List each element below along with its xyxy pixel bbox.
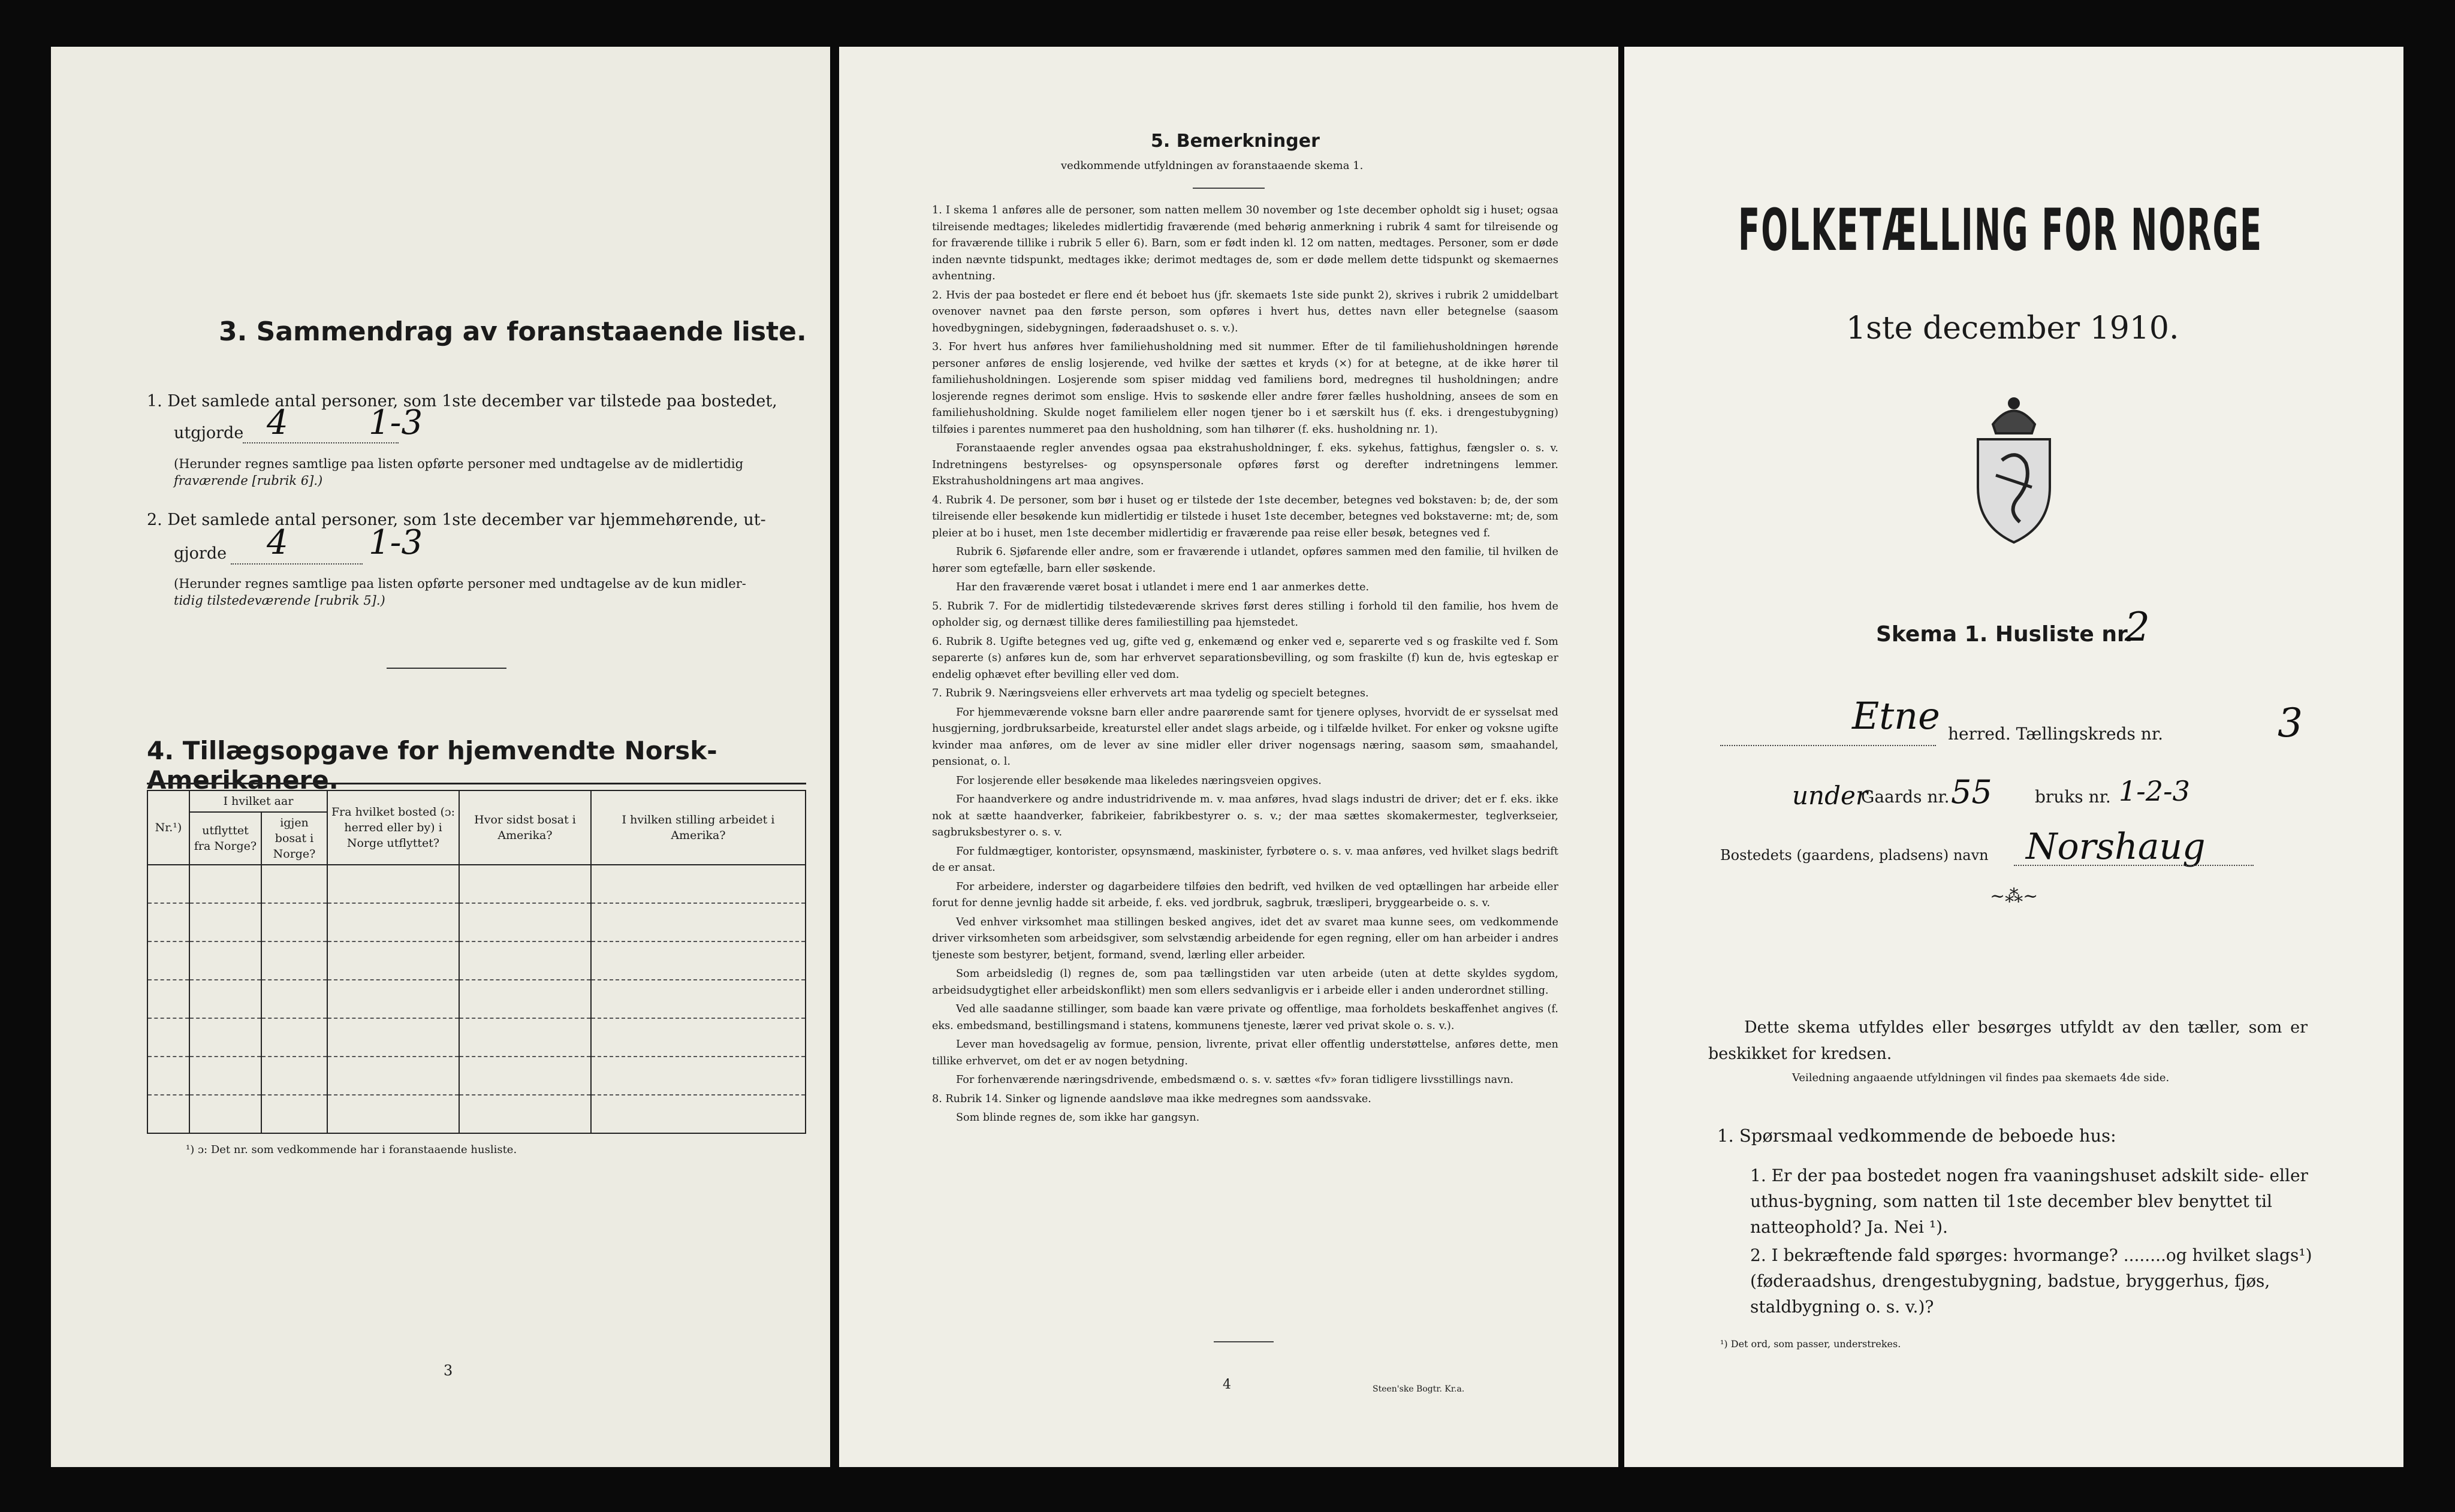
table-cell xyxy=(459,941,591,980)
s3-hand-count-1: 4 xyxy=(267,403,288,442)
bruks-number: 1-2-3 xyxy=(2119,775,2190,807)
table-cell xyxy=(591,941,806,980)
s3-gjorde-label: gjorde xyxy=(174,544,227,563)
remark-item: For forhenværende næringsdrivende, embedsmænd o. s. v. sættes «fv» foran tidligere livsstillings navn. xyxy=(956,1074,1514,1086)
col-stilling: I hvilken stilling arbeidet i Amerika? xyxy=(591,790,806,865)
table-cell xyxy=(261,1095,327,1133)
table-cell xyxy=(591,980,806,1018)
herred-name: Etne xyxy=(1852,694,1940,738)
table-cell xyxy=(459,1095,591,1133)
table-cell xyxy=(459,980,591,1018)
bosted-label: Bostedets (gaardens, pladsens) navn xyxy=(1720,847,1989,864)
s3-note1a: (Herunder regnes samtlige paa listen opførte personer med undtagelse av de midlertidig xyxy=(174,457,744,471)
gaard-prefix: under xyxy=(1792,781,1868,810)
remark-item: Ved enhver virksomhet maa stillingen besked angives, idet det av svaret maa kunne sees, om vedkommende driver virksomheten som arbeidsgiver, som selvstændig arbeidende for egen regning, eller om han arbeider i andres tjeneste som bestyrer, betjent, formand, svend, lærling eller arbeider. xyxy=(932,916,1558,961)
page-right xyxy=(1624,47,2403,1467)
remark-item: For fuldmægtiger, kontorister, opsynsmænd, maskinister, fyrbøtere o. s. v. maa anføres, ved hvilket slags bedrift de er ansat. xyxy=(932,845,1558,874)
s3-utgjorde-label: utgjorde xyxy=(174,424,244,442)
table-cell xyxy=(189,865,261,903)
table-cell xyxy=(327,865,459,903)
table-cell xyxy=(147,1095,189,1133)
remark-item: Rubrik 6. Sjøfarende eller andre, som er fraværende i utlandet, opføres sammen med den familie, til hvilken de hører som egtefælle, barn eller søskende. xyxy=(932,546,1558,575)
questions-heading: 1. Spørsmaal vedkommende de beboede hus: xyxy=(1717,1125,2116,1146)
kreds-number: 3 xyxy=(2278,700,2303,746)
table-cell xyxy=(189,980,261,1018)
dotted-line xyxy=(231,563,363,565)
census-date: 1ste december 1910. xyxy=(1846,310,2179,346)
s3-note1b: fraværende [rubrik 6].) xyxy=(174,473,323,488)
question-1: 1. Er der paa bostedet nogen fra vaaningshuset adskilt side- eller uthus-bygning, som natten til 1ste december blev benyttet til natteophold? Ja. Nei ¹). xyxy=(1750,1166,2308,1237)
remark-item: For hjemmeværende voksne barn eller andre paarørende samt for tjenere oplyses, hvorvidt de er sysselsat med husgjerning, jordbruksarbeide, kreaturstel eller andet slags arbeide, og i tilfælde hvilket. For enker og voksne ugifte kvinder maa anføres, om de lever av sine midler eller driver nogensags næring, saasom søm, smaahandel, pensionat, o. l. xyxy=(932,706,1558,768)
page-middle xyxy=(839,47,1618,1467)
gaard-number: 55 xyxy=(1951,773,1992,811)
table-cell xyxy=(327,1018,459,1057)
table-cell xyxy=(189,903,261,941)
table-cell xyxy=(147,941,189,980)
bemerkninger-title: 5. Bemerkninger xyxy=(1151,131,1320,152)
col-hvor-sidst: Hvor sidst bosat i Amerika? xyxy=(459,790,591,865)
section-3-title: 3. Sammendrag av foranstaaende liste. xyxy=(219,316,807,347)
remark-item: For arbeidere, inderster og dagarbeidere tilføies den bedrift, ved hvilken de ved optællingen har arbeide eller forut for denne jevnlig hadde sit arbeide, f. eks. ved jordbruk, sagbruk, træsliperi, bryggearbeide o. s. v. xyxy=(932,880,1558,909)
herred-label: herred. Tællingskreds nr. xyxy=(1948,724,2164,744)
bemerkninger-subtitle: vedkommende utfyldningen av foranstaaende skema 1. xyxy=(1061,159,1364,172)
remark-item: 6. Rubrik 8. Ugifte betegnes ved ug, gifte ved g, enkemænd og enker ved e, separerte ved s og fraskilte ved f. Som separerte (s) anføres kun de, som har erhvervet separationsbevilling, og som fraskilte (f) kun de, hvis egteskap er endelig ophævet efter bevilling eller ved dom. xyxy=(932,635,1558,681)
remark-item: Lever man hovedsagelig av formue, pension, livrente, privat eller offentlig understøttelse, anføres dette, men tillike erhvervet, om det er av nogen betydning. xyxy=(932,1039,1558,1067)
table-cell xyxy=(459,903,591,941)
s3-hand-count-2: 4 xyxy=(267,523,288,562)
table-cell xyxy=(261,865,327,903)
ornament-icon: ~⁂~ xyxy=(1990,886,2038,907)
table-cell xyxy=(147,980,189,1018)
table-cell xyxy=(189,1018,261,1057)
rule xyxy=(147,783,806,784)
remark-item: 3. For hvert hus anføres hver familiehusholdning med sit nummer. Efter de til familiehusholdningen hørende personer anføres de enslig losjerende, ved hvilke der sættes et kryds (×) for at betegne, at de ikke hører til familiehusholdningen. Losjerende som spiser middag ved familiens bord, medregnes til husholdningen; andre losjerende regnes derimot som enslige. Hvis to søskende eller andre fører fælles husholdning, ansees de som en familiehusholdning. Skulde noget familielem eller nogen tjener bo i et særskilt hus (f. eks. i drengestubygning) tilføies i parentes nummeret paa den husholdning, som han tilhører (f. eks. husholdning nr. 1). xyxy=(932,341,1558,436)
remark-item: For haandverkere og andre industridrivende m. v. maa anføres, hvad slags industri de driver; det er f. eks. ikke nok at sætte haandverker, fabrikeier, fabrikbestyrer o. s. v.; der maa sættes skomakermester, teglverkseier, sagbruksbestyrer o. s. v. xyxy=(932,793,1558,838)
dotted-line xyxy=(1720,745,1936,746)
dotted-line xyxy=(243,442,399,443)
remark-item: Som blinde regnes de, som ikke har gangsyn. xyxy=(956,1112,1200,1124)
col-fra-hvilket: Fra hvilket bosted (ɔ: herred eller by) i Norge utflyttet? xyxy=(327,790,459,865)
bruks-label: bruks nr. xyxy=(2035,787,2111,807)
coat-of-arms-icon xyxy=(1960,385,2068,547)
divider xyxy=(1193,188,1265,189)
table-cell xyxy=(261,941,327,980)
remark-item: 8. Rubrik 14. Sinker og lignende aandsløve maa ikke medregnes som aandssvake. xyxy=(932,1092,1371,1105)
table-cell xyxy=(147,1018,189,1057)
table-cell xyxy=(591,1057,806,1095)
table-cell xyxy=(591,903,806,941)
s3-note2b: tidig tilstedeværende [rubrik 5].) xyxy=(174,593,385,608)
divider xyxy=(1214,1341,1274,1342)
table-cell xyxy=(261,1018,327,1057)
s3-hand-range-1: 1-3 xyxy=(369,403,423,442)
question-2: 2. I bekræftende fald spørges: hvormange? ........og hvilket slags¹) (føderaadshus, drengestubygning, badstue, bryggerhus, fjøs, staldbygning o. s. v.)? xyxy=(1750,1245,2312,1317)
remark-item: Foranstaaende regler anvendes ogsaa paa ekstrahusholdninger, f. eks. sykehus, fattighus, fængsler o. s. v. Indretningens bestyrelses- og opsynspersonale opføres først og derefter indretningens lemmer. Ekstrahusholdningens art maa angives. xyxy=(932,442,1558,487)
remark-item: 5. Rubrik 7. For de midlertidig tilstedeværende skrives først deres stilling i forhold til den familie, hos hvem de opholder sig, og dernæst tillike deres familiestilling paa hjemstedet. xyxy=(932,600,1558,629)
dotted-line xyxy=(2014,865,2254,866)
remark-item: 2. Hvis der paa bostedet er flere end ét beboet hus (jfr. skemaets 1ste side punkt 2), skrives i rubrik 2 umiddelbart ovenover navnet paa den første person, som opføres i hvert hus, dettes navn eller betegnelse (saasom hovedbygningen, sidebygningen, føderaadshuset o. s. v.). xyxy=(932,289,1558,334)
remark-item: 7. Rubrik 9. Næringsveiens eller erhvervets art maa tydelig og specielt betegnes. xyxy=(932,687,1369,699)
table-cell xyxy=(261,980,327,1018)
col-utflyttet: utflyttet fra Norge? xyxy=(189,812,261,865)
table-cell xyxy=(591,1018,806,1057)
table-cell xyxy=(327,1095,459,1133)
bemerkninger-list xyxy=(932,203,1558,1129)
col-igjen: igjen bosat i Norge? xyxy=(261,812,327,865)
printer-mark: Steen'ske Bogtr. Kr.a. xyxy=(1373,1384,1465,1394)
table-cell xyxy=(189,1095,261,1133)
table-cell xyxy=(147,903,189,941)
norsk-amerikanere-table xyxy=(147,790,806,1134)
table-cell xyxy=(591,865,806,903)
husliste-number: 2 xyxy=(2125,604,2150,650)
table-cell xyxy=(147,1057,189,1095)
remark-item: Ved alle saadanne stillinger, som baade kan være private og offentlige, maa forholdets beskaffenhet angives (f. eks. embedsmand, bestillingsmand i statens, kommunens tjeneste, lærer ved privat skole o. s. v.). xyxy=(932,1003,1558,1032)
remark-item: For losjerende eller besøkende maa likeledes næringsveien opgives. xyxy=(956,774,1322,787)
remark-item: 1. I skema 1 anføres alle de personer, som natten mellem 30 november og 1ste december opholdt sig i huset; ogsaa tilreisende medtages; likeledes midlertidig fraværende (med behørig anmerkning i rubrik 4 samt for tilreisende og for fraværende tillike i rubrik 5 eller 6). Barn, som er født inden kl. 12 om natten, medtages. Personer, som er døde inden nævnte tidspunkt, medtages ikke; derimot medtages de, som er døde mellem dette tidspunkt og skemaernes avhentning. xyxy=(932,204,1558,282)
s3-line2: 2. Det samlede antal personer, som 1ste december var hjemmehørende, ut- xyxy=(147,511,766,529)
remark-item: 4. Rubrik 4. De personer, som bør i huset og er tilstede der 1ste december, betegnes ved bokstaven: b; de, der som tilreisende eller besøkende kun midlertidig er tilstede i huset 1ste december, betegnes ved bokstaverne: mt; de, som pleier at bo i huset, men 1ste december midlertidig er fraværende paa reise eller besøk, betegnes ved f. xyxy=(932,494,1558,539)
table-cell xyxy=(459,1018,591,1057)
s3-line1: 1. Det samlede antal personer, som 1ste december var tilstede paa bostedet, xyxy=(147,392,777,411)
skema-label: Skema 1. Husliste nr. xyxy=(1876,622,2133,647)
table-cell xyxy=(327,980,459,1018)
page-number: 4 xyxy=(1223,1377,1231,1392)
s3-hand-range-2: 1-3 xyxy=(369,523,423,562)
table-cell xyxy=(327,941,459,980)
table-footnote: ¹) ɔ: Det nr. som vedkommende har i foranstaaende husliste. xyxy=(186,1143,517,1156)
table-cell xyxy=(459,865,591,903)
table-cell xyxy=(327,903,459,941)
table-cell xyxy=(189,1057,261,1095)
main-title: FOLKETÆLLING FOR NORGE xyxy=(1738,197,2263,264)
divider xyxy=(387,668,506,669)
footnote: ¹) Det ord, som passer, understrekes. xyxy=(1720,1338,1901,1350)
section-4-title: 4. Tillægsopgave for hjemvendte Norsk-Amerikanere. xyxy=(147,736,717,795)
col-nr: Nr.¹) xyxy=(147,790,189,865)
s3-note2a: (Herunder regnes samtlige paa listen opførte personer med undtagelse av de kun midler- xyxy=(174,577,746,591)
table-cell xyxy=(261,1057,327,1095)
table-cell xyxy=(459,1057,591,1095)
page-left xyxy=(51,47,830,1467)
col-i-hvilket-aar: I hvilket aar xyxy=(189,790,327,812)
remark-item: Har den fraværende været bosat i utlandet i mere end 1 aar anmerkes dette. xyxy=(956,581,1370,593)
table-cell xyxy=(189,941,261,980)
gaard-label: Gaards nr. xyxy=(1861,787,1950,807)
table-cell xyxy=(591,1095,806,1133)
info-note: Veiledning angaaende utfyldningen vil findes paa skemaets 4de side. xyxy=(1792,1072,2170,1084)
page-number: 3 xyxy=(444,1362,453,1379)
table-cell xyxy=(147,865,189,903)
remark-item: Som arbeidsledig (l) regnes de, som paa tællingstiden var uten arbeide (uten at dette skyldes sygdom, arbeidsudygtighet eller arbeidskonflikt) men som ellers sedvanligvis er i arbeide eller i anden underordnet stilling. xyxy=(932,968,1558,997)
bosted-name: Norshaug xyxy=(2026,826,2206,868)
table-cell xyxy=(261,903,327,941)
info-text: Dette skema utfyldes eller besørges utfyldt av den tæller, som er beskikket for kredsen. xyxy=(1708,1018,2308,1063)
table-cell xyxy=(327,1057,459,1095)
